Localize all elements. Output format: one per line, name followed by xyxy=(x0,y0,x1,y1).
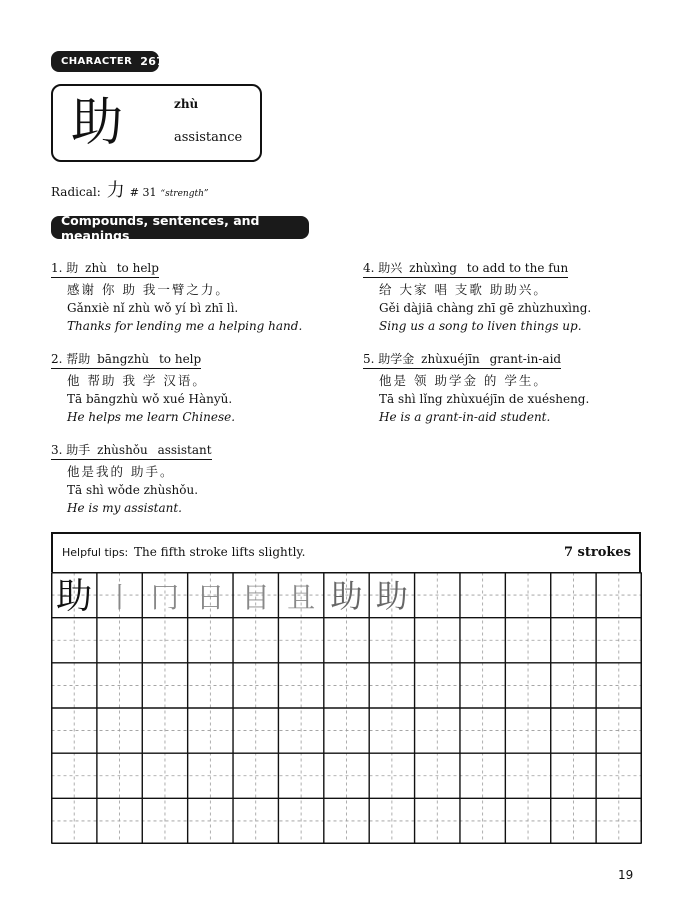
character-number: 267 xyxy=(140,55,165,68)
practice-grid xyxy=(51,572,642,844)
compound-word: 助学金 xyxy=(378,352,415,366)
compound-gloss: to help xyxy=(116,261,159,275)
compound-heading xyxy=(51,441,212,460)
example-chinese: 他 帮助 我 学 汉语。 xyxy=(67,373,207,388)
compound-word: 助手 xyxy=(66,443,91,457)
compound-index: 1. xyxy=(51,261,63,275)
helpful-tips-bar xyxy=(51,532,641,572)
example-chinese: 他是 领 助学金 的 学生。 xyxy=(379,373,548,388)
radical-info xyxy=(51,176,209,202)
radical-label: Radical: xyxy=(51,185,101,199)
radical-glyph: 力 xyxy=(106,180,125,201)
compound-entry xyxy=(363,348,653,426)
stroke-count: 7 strokes xyxy=(563,545,631,560)
compound-pinyin: zhù xyxy=(85,261,107,275)
compound-entry xyxy=(51,439,341,517)
example-chinese: 他是我的 助手。 xyxy=(67,464,175,479)
example-english: Thanks for lending me a helping hand. xyxy=(67,319,303,333)
character-label: CHARACTER xyxy=(61,56,133,67)
stroke-order-step: 日 xyxy=(196,581,225,615)
compound-index: 4. xyxy=(363,261,375,275)
example-chinese: 给 大家 唱 支歌 助助兴。 xyxy=(379,282,548,297)
section-title: Compounds, sentences, and meanings xyxy=(51,216,309,239)
model-character: 助 xyxy=(56,576,93,618)
example-pinyin: Tā shì wǒde zhùshǒu. xyxy=(67,483,199,497)
stroke-order-step: 丨 xyxy=(105,581,134,615)
compound-pinyin: zhùshǒu xyxy=(97,443,148,457)
compound-pinyin: zhùxìng xyxy=(409,261,457,275)
example-english: He is a grant-in-aid student. xyxy=(379,410,551,424)
compound-index: 2. xyxy=(51,352,63,366)
example-pinyin: Tā shì lǐng zhùxuéjīn de xuésheng. xyxy=(379,392,590,406)
example-pinyin: Gěi dàjiā chàng zhī gē zhùzhuxìng. xyxy=(379,301,592,315)
character-pinyin: zhù xyxy=(174,97,199,111)
example-english: He helps me learn Chinese. xyxy=(67,410,236,424)
character-meaning: assistance xyxy=(174,130,243,145)
radical-meaning: “strength” xyxy=(160,189,209,199)
compound-heading xyxy=(51,259,159,278)
compound-heading xyxy=(51,350,201,369)
compound-pinyin: zhùxuéjīn xyxy=(421,352,480,366)
radical-number: # 31 xyxy=(129,186,157,199)
compound-entry xyxy=(51,348,341,426)
character-card xyxy=(51,84,262,162)
compound-entry xyxy=(363,257,653,335)
stroke-order-step: 冂 xyxy=(150,581,179,615)
compound-gloss: grant-in-aid xyxy=(489,352,562,366)
compound-heading xyxy=(363,259,568,278)
example-pinyin: Tā bāngzhù wǒ xué Hànyǔ. xyxy=(67,392,233,406)
example-english: Sing us a song to liven things up. xyxy=(379,319,582,333)
tips-label: Helpful tips: xyxy=(62,546,129,559)
example-english: He is my assistant. xyxy=(67,501,182,515)
tips-text: The fifth stroke lifts slightly. xyxy=(134,545,306,559)
example-chinese: 感谢 你 助 我一臂之力。 xyxy=(67,282,230,297)
compound-word: 助兴 xyxy=(378,261,403,275)
compound-gloss: assistant xyxy=(157,443,212,457)
stroke-order-step: 助 xyxy=(375,577,408,616)
compound-gloss: to help xyxy=(158,352,202,366)
compound-heading xyxy=(363,350,561,369)
page-number: 19 xyxy=(618,868,634,882)
compound-word: 助 xyxy=(66,261,79,275)
stroke-order-step: 且 xyxy=(287,581,316,615)
main-character: 助 xyxy=(71,93,124,153)
compound-word: 帮助 xyxy=(66,352,91,366)
compound-pinyin: bāngzhù xyxy=(97,352,150,366)
character-number-badge xyxy=(51,51,165,72)
stroke-order-step: 助 xyxy=(330,577,363,616)
compound-index: 3. xyxy=(51,443,63,457)
compound-index: 5. xyxy=(363,352,375,366)
compound-entry xyxy=(51,257,341,335)
example-pinyin: Gǎnxiè nǐ zhù wǒ yí bì zhī lì. xyxy=(67,301,239,315)
stroke-order-step: 目 xyxy=(241,581,270,615)
compound-gloss: to add to the fun xyxy=(466,261,569,275)
